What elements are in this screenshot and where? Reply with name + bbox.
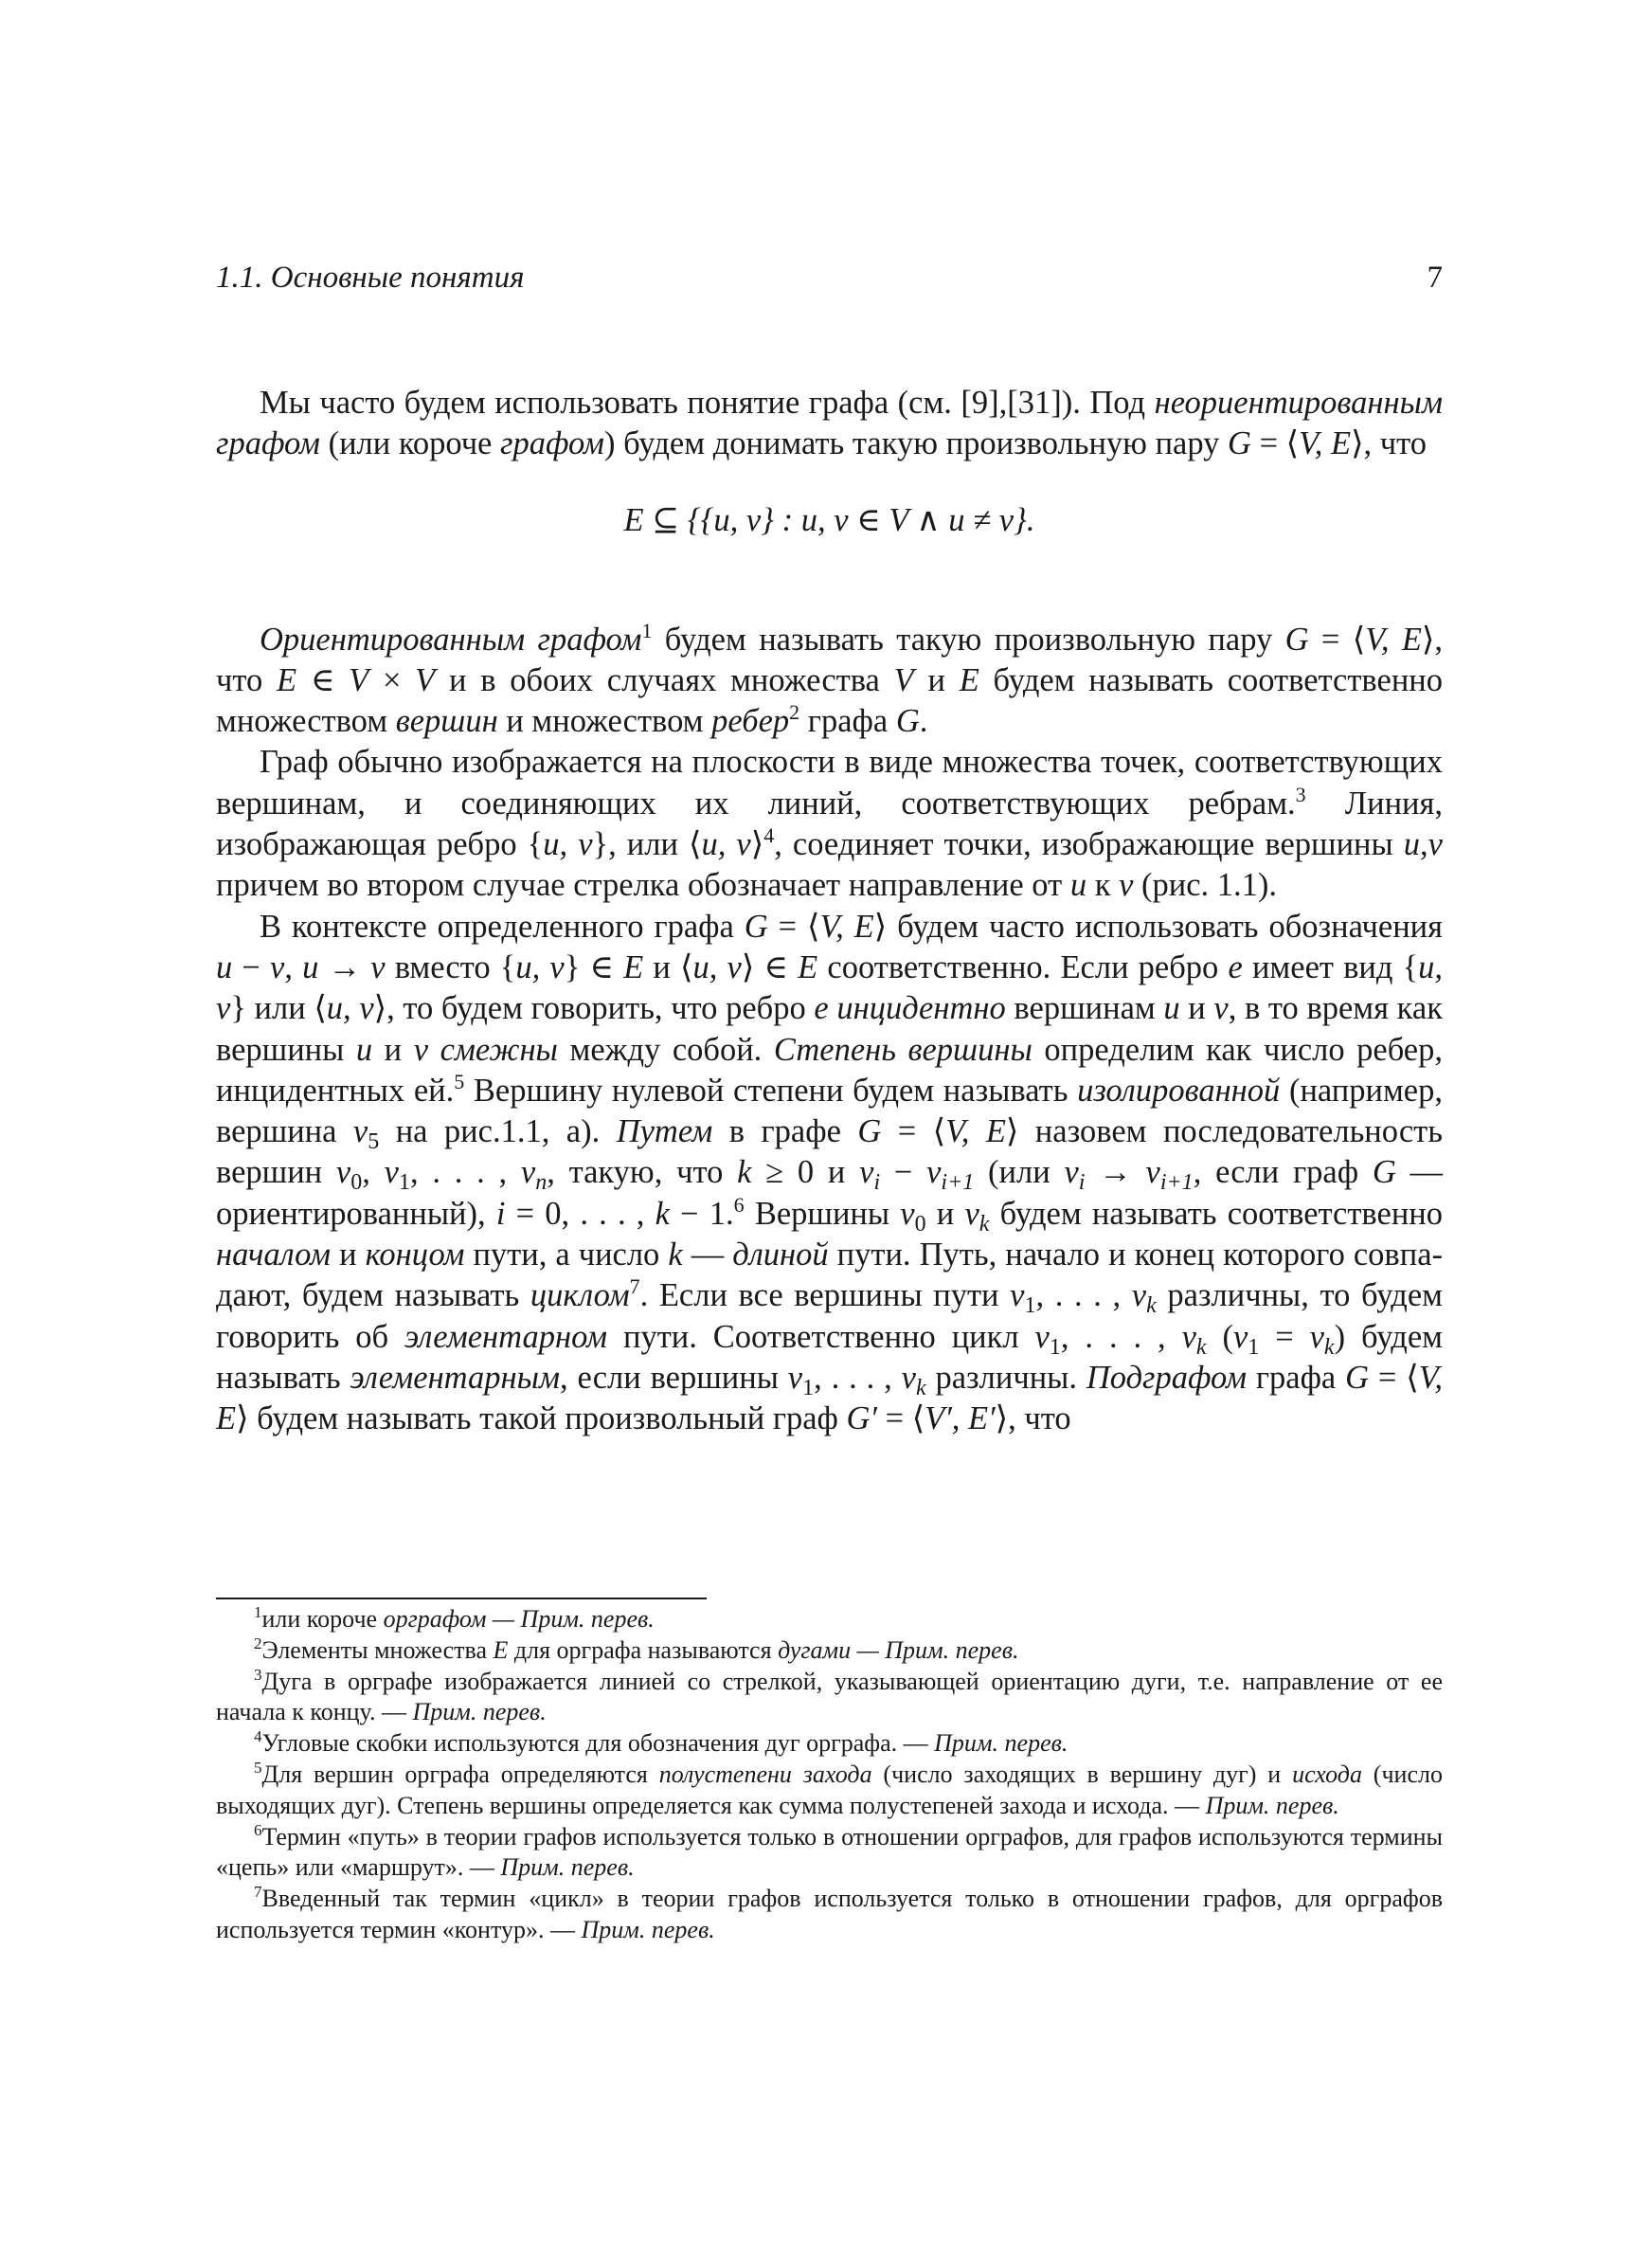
footnote-ref: 5 xyxy=(454,1069,465,1093)
footnote-ref: 1 xyxy=(641,618,653,642)
footnote-4: $^4$Угловые скобки используются для обозначения дуг орграфа. — Прим. перев. xyxy=(254,1727,1068,1758)
footnote-ref: 7 xyxy=(629,1274,640,1299)
footnote-ref: 2 xyxy=(789,700,800,725)
paragraph-paths-cycles: В контексте определенного графа G = ⟨V, E⟩ будем часто использовать обозначения u − v, u → v вместо {u, v} ∈ E и ⟨u, v⟩ ∈ E соответственно. Если ребро e имеет вид {u, v} или ⟨u, v⟩, то будем говорить, что ребро e инцидентно вершинам u и v, в то время как вершины u и v смежны между собой. Степень вершины определим как число ребер, инцидентных ей.$^5$ Вершину нулевой степени будем называть изолированной (например, вершина $v_5$ на рис.1.1, а). Путем в графе G = ⟨V, E⟩ назовем последовательность вершин $v_0$, $v_1$, . . . , $v_n$, такую, что k ≥ 0 и $v_i - v_{i+1}$ (или $v_i \to v_{i+1}$, если граф G — ориентированный), i = 0, . . . , k − 1.$^6$ Вершины $v_0$ и $v_k$ будем называть соответственно началом и концом пути, а число k — длиной пути. Путь, начало и конец которого совпадают, будем называть циклом$^7$. Если все вершины пути $v_1$, . . . , $v_k$ различны, то будем говорить об элементарном пути. Соответственно цикл $v_1$, . . . , $v_k$ $(v_1 = v_k)$ будем называть элементарным, если вершины $v_1$, . . . , $v_k$ различны. Подграфом графа G = ⟨V, E⟩ будем называть такой произвольный граф G′ = ⟨V′, E′⟩, что xyxy=(216,908,1444,1437)
footnote-1: $^1$или короче орграфом — Прим. перев. xyxy=(254,1603,655,1633)
footnote-ref: 4 xyxy=(763,823,775,848)
paragraph-graph-drawing: Граф обычно изображается на плоскости в виде множества точек, соответствующих вершинам, и соединяющих их линий, соответствующих ребрам.$^3$ Линия, изображающая ребро {u, v}, или ⟨u, v⟩$^4$, соединяет точки, изображающие вершины u,v причем во втором случае стрелка обозначает направление от u к v (рис. 1.1). xyxy=(216,744,1443,904)
paragraph-graph-definition: Мы часто будем использовать понятие графа (см. [9],[31]). Под неориентированным графом (или короче графом) будем донимать такую произвольную пару G = ⟨V, E⟩, что xyxy=(216,385,1443,462)
footnote-ref: 6 xyxy=(733,1192,745,1217)
footnote-5: $^5$Для вершин орграфа определяются полустепени захода (число заходящих в вершину дуг) и исхода (число выходящих дуг). Степень вершины определяется как сумма полустепеней захода и исхода. — Прим. перев. xyxy=(216,1758,1443,1819)
footnote-ref: 3 xyxy=(1295,782,1306,806)
footnote-2: $^2$Элементы множества E для орграфа называются дугами — Прим. перев. xyxy=(254,1634,1019,1664)
footnote-6: $^6$Термин «путь» в теории графов используется только в отношении орграфов, для графов используются термины «цепь» или «маршрут». — Прим. перев. xyxy=(216,1820,1443,1882)
main-text xyxy=(216,383,1443,1440)
paragraph-digraph-definition: Ориентированным графом$^1$ будем называть такую произвольную пару G = ⟨V, E⟩, что E ∈ V × V и в обоих случаях множества V и E будем называть соответственно множеством вершин и множеством ребер$^2$ графа G. xyxy=(216,618,1444,740)
footnote-3: $^3$Дуга в орграфе изображается линией со стрелкой, указывающей ориентацию дуги, т.е. направление от ее начала к концу. — Прим. перев. xyxy=(216,1665,1443,1726)
footnote-7: $^7$Введенный так термин «цикл» в теории графов используется только в отношении графов, для орграфов используется термин «контур». — Прим. перев. xyxy=(216,1883,1443,1943)
page-number: 7 xyxy=(1427,261,1443,295)
footnotes xyxy=(216,1604,1443,1946)
footnote-separator xyxy=(216,1598,707,1599)
running-header xyxy=(216,254,1443,301)
display-formula: E ⊆ {{u, v} : u, v ∈ V ∧ u ≠ v}. xyxy=(623,501,1035,538)
section-title: 1.1. Основные понятия xyxy=(216,261,525,295)
